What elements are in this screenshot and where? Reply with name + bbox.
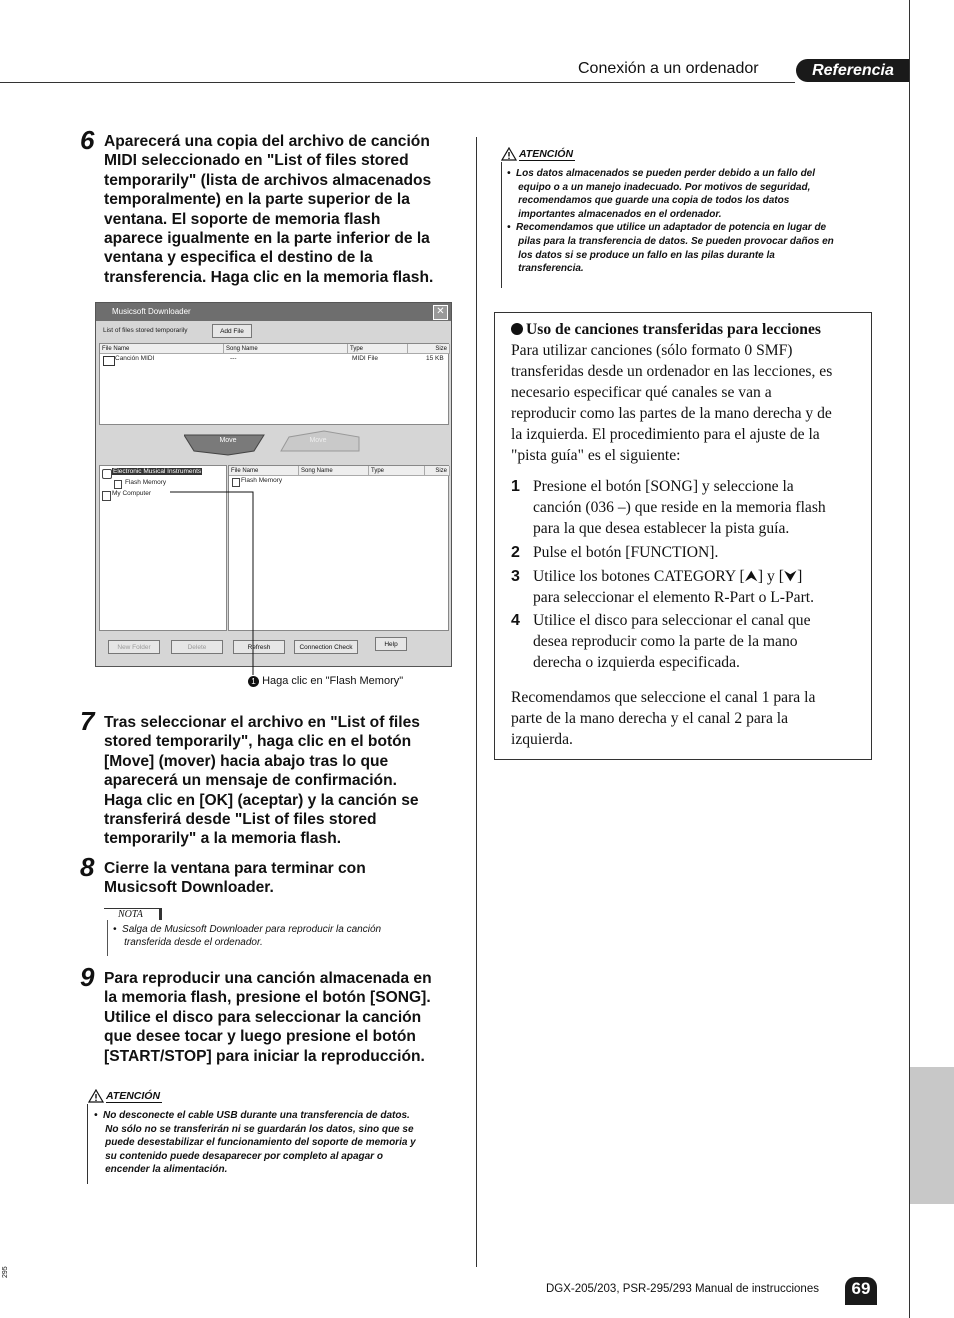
item-number: 2 bbox=[511, 544, 520, 561]
manual-title: DGX-205/203, PSR-295/293 Manual de instrucciones bbox=[546, 1283, 819, 1295]
attention-rule bbox=[501, 162, 502, 288]
midi-file-icon bbox=[103, 356, 115, 366]
step-text: Aparecerá una copia del archivo de canción MIDI seleccionado en "List of files stored temporarily" (lista de archivos almacenados temporalmente) en la parte superior de la ventana. El soporte de memoria flash aparece igualmente en la parte inferior de la ventana y especifica el destino de la transferencia. Haga clic en la memoria flash. bbox=[104, 133, 434, 286]
delete-button[interactable]: Delete bbox=[171, 640, 223, 654]
bullet-icon bbox=[511, 323, 523, 335]
thumb-tab bbox=[910, 1067, 954, 1204]
computer-icon bbox=[102, 491, 111, 501]
step-number: 6 bbox=[80, 125, 95, 155]
temp-file-list[interactable]: File Name Song Name Type Size Canción MIDI --- MIDI File 15 KB bbox=[99, 343, 449, 425]
flash-memory-icon bbox=[114, 480, 122, 489]
window-titlebar bbox=[96, 303, 451, 321]
step-number: 8 bbox=[80, 852, 95, 882]
step-number: 7 bbox=[80, 706, 95, 736]
flash-file-list[interactable]: File Name Song Name Type Size Flash Memory bbox=[228, 465, 449, 631]
side-code: 295 bbox=[2, 1266, 9, 1278]
close-icon[interactable]: ✕ bbox=[433, 305, 448, 320]
section-badge: Referencia bbox=[796, 59, 910, 82]
column-divider bbox=[476, 137, 477, 1267]
step-text: Tras seleccionar el archivo en "List of files stored temporarily", haga clic en el botón [Move] (mover) hacia abajo tras lo que aparecerá un mensaje de confirmación. Haga clic en [OK] (aceptar) y la canción se transferirá desde "List of files stored temporarily" a la memoria flash. bbox=[104, 714, 420, 848]
help-button[interactable]: Help bbox=[375, 637, 407, 651]
step-text: Para reproducir una canción almacenada en la memoria flash, presione el botón [SONG]. Utilice el disco para seleccionar la canción que desee tocar y luego presione el botón [START/STOP] para iniciar la reproducción. bbox=[104, 970, 432, 1065]
attention-rule bbox=[87, 1104, 88, 1184]
item-number: 3 bbox=[511, 568, 520, 585]
add-file-button[interactable]: Add File bbox=[212, 324, 252, 338]
item-number: 4 bbox=[511, 612, 520, 629]
file-name[interactable]: Canción MIDI bbox=[115, 355, 155, 362]
move-arrows bbox=[184, 429, 360, 459]
section-title: Conexión a un ordenador bbox=[578, 60, 759, 77]
move-up-button[interactable]: Move bbox=[309, 437, 327, 444]
lesson-title: Uso de canciones transferidas para lecciones bbox=[511, 320, 821, 341]
move-down-button[interactable]: Move bbox=[219, 437, 237, 444]
figure-caption: 1 Haga clic en "Flash Memory" bbox=[248, 675, 403, 687]
nota-rule bbox=[107, 920, 108, 956]
downloader-window bbox=[95, 302, 452, 667]
step-text: Cierre la ventana para terminar con Musicsoft Downloader. bbox=[104, 860, 366, 897]
attention-text: • No desconecte el cable USB durante una transferencia de datos. No sólo no se transferirán ni se guardarán los datos, sino que se puede desestabilizar el funcionamiento del soporte de memoria y su contenido puede desaparecer por completo al apagar o encender la alimentación. bbox=[94, 1110, 416, 1176]
nota-label: NOTA bbox=[104, 908, 162, 920]
tree-item-instruments[interactable]: Electronic Musical Instruments bbox=[113, 468, 202, 475]
item-number: 1 bbox=[511, 478, 520, 495]
tree-item-flash-memory[interactable]: Flash Memory bbox=[125, 479, 167, 486]
page-number: 69 bbox=[845, 1277, 877, 1305]
list-label: List of files stored temporarily bbox=[103, 327, 188, 334]
warning-icon bbox=[501, 147, 517, 161]
refresh-button[interactable]: Refresh bbox=[233, 640, 285, 654]
nota-text: • Salga de Musicsoft Downloader para reproducir la canción transferida desde el ordenador. bbox=[113, 924, 382, 948]
callout-marker: 1 bbox=[248, 676, 259, 687]
connection-check-button[interactable]: Connection Check bbox=[294, 640, 358, 654]
lesson-box: Uso de canciones transferidas para lecciones Para utilizar canciones (sólo formato 0 SMF) transferidas desde un ordenador en las lecciones, es necesario especificar qué canales se van a reproducir como las partes de la mano derecha y de la izquierda. El procedimiento para el ajuste de la "pista guía" es el siguiente: 1 Presione el botón [SONG] y seleccione la canción (036 –) que reside en la memoria flash para la que desea establecer la pista guía. 2 Pulse el botón [FUNCTION]. 3 Utilice los botones CATEGORY [⮝] y [⮟] para seleccionar el elemento R-Part o L-Part. 4 Utilice el disco para seleccionar el canal que desea reproducir como la parte de la mano derecha o izquierda especificada. Recomendamos que seleccione el canal 1 para la parte de la mano derecha y el canal 2 para la izquierda. bbox=[494, 312, 872, 760]
new-folder-button[interactable]: New Folder bbox=[108, 640, 160, 654]
attention-label: ATENCIÓN bbox=[106, 1090, 161, 1102]
callout-line bbox=[150, 485, 260, 685]
instrument-icon bbox=[102, 469, 112, 479]
window-title: Musicsoft Downloader bbox=[112, 307, 191, 316]
warning-icon bbox=[88, 1089, 104, 1103]
header-rule bbox=[0, 82, 795, 83]
attention-label: ATENCIÓN bbox=[519, 148, 574, 160]
tree-item-my-computer[interactable]: My Computer bbox=[112, 490, 152, 497]
attention-text: • Los datos almacenados se pueden perder debido a un fallo del equipo o a un manejo inadecuado. Por motivos de seguridad, recomendamos que guarde una copia de todos los datos importantes almacenados en el ordenador. • Recomendamos que utilice un adaptador de potencia en lugar de pilas para la transferencia de datos. Se pueden provocar daños en los datos si se produce un fallo en las pilas durante la transferencia. bbox=[507, 168, 834, 275]
step-number: 9 bbox=[80, 962, 95, 992]
